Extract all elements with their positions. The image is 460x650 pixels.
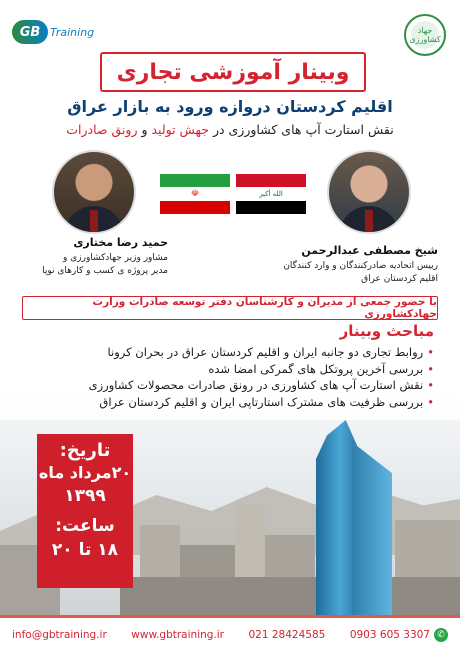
email-link[interactable]: info@gbtraining.ir: [12, 629, 107, 641]
speaker-role-line: رییس اتحادیه صادرکنندگان و وارد کنندگان: [283, 261, 438, 271]
mobile-number-group: [350, 628, 448, 642]
building: [120, 577, 460, 615]
topic-text: بررسی ظرفیت های مشترک استارتاپی ایران و اقلیم کردستان عراق: [99, 394, 424, 409]
flag-stripe-red: [160, 201, 230, 214]
list-item: [34, 344, 434, 361]
speaker-name-mokhtari: حمید رضا مختاری: [73, 236, 168, 249]
topic-text: روابط تجاری دو جانبه ایران و اقلیم کردستان عراق در بحران کرونا: [107, 345, 424, 359]
speaker-role-mokhtari: [16, 252, 168, 278]
contact-line: [12, 628, 448, 642]
list-item: [34, 377, 434, 394]
date-day: ۲۰مرداد ماه: [38, 463, 132, 482]
speaker-tie: [365, 210, 373, 232]
mobile-number: 0903 605 3307: [349, 629, 430, 641]
speaker-role-line: مشاور وزیر جهادکشاورزی و: [63, 253, 168, 263]
speaker-role-line: مدیر پروژه ی کسب و کارهای نوپا: [42, 266, 168, 276]
flag-stripe-black: [236, 201, 306, 214]
gb-logo-mark: GB: [12, 20, 48, 44]
flag-stripe-red: [236, 174, 306, 187]
tagline-highlight-production: جهش تولید: [151, 122, 209, 137]
subtitle: اقلیم کردستان دروازه ورود به بازار عراق: [67, 97, 393, 116]
time-value: ۱۸ تا ۲۰: [51, 540, 119, 560]
jihad-agriculture-logo: [404, 14, 446, 56]
iran-flag: [160, 174, 230, 214]
speaker-role-abdulrahman: [230, 260, 438, 286]
topic-text: نقش استارت آپ های کشاورزی در رونق صادرات محصولات کشاورزی: [88, 378, 424, 392]
whatsapp-icon: ✆: [434, 628, 448, 642]
topics-heading: مباحث وبینار: [339, 322, 434, 340]
iraq-takbir-script: الله أكبر: [259, 189, 283, 198]
page-title: وبینار آموزشی تجاری: [116, 59, 350, 85]
attendance-banner-text: با حضور جمعی از مدیران و کارشناسان دفتر توسعه صادرات وزارت جهادکشاورزی: [92, 296, 437, 320]
iran-emblem-icon: ☫: [190, 188, 200, 199]
list-item: [34, 394, 434, 411]
flag-stripe-white: [160, 187, 230, 200]
time-label: ساعت:: [55, 516, 115, 536]
date-label: تاریخ:: [59, 440, 111, 461]
bullet-icon: •: [427, 345, 434, 359]
speaker-tie: [90, 210, 98, 232]
list-item: [34, 361, 434, 378]
iraq-flag: [236, 174, 306, 214]
website-link[interactable]: www.gbtraining.ir: [131, 629, 224, 641]
speaker-photo-mokhtari: [52, 150, 136, 234]
topic-text: بررسی آخرین پروتکل های گمرکی امضا شده: [208, 361, 424, 376]
gb-logo-text: Training: [50, 25, 95, 39]
speaker-role-line: اقلیم کردستان عراق: [361, 274, 438, 284]
bullet-icon: •: [427, 378, 434, 392]
tagline-highlight-export: رونق صادرات: [66, 122, 138, 137]
bullet-icon: •: [427, 361, 434, 376]
bullet-icon: •: [427, 394, 434, 409]
jihad-logo-text: جهاد کشاورزی: [411, 21, 439, 49]
title-box: [100, 52, 366, 92]
flag-stripe-white: [236, 187, 306, 200]
attendance-banner: [22, 296, 438, 320]
speaker-name-abdulrahman: شیخ مصطفی عبدالرحمن: [301, 244, 438, 257]
speaker-photo-abdulrahman: [327, 150, 411, 234]
tagline: [20, 122, 440, 137]
contact-footer: [0, 615, 460, 650]
topics-list: [34, 344, 434, 410]
schedule-box: [37, 434, 133, 588]
flag-stripe-green: [160, 174, 230, 187]
date-year: ۱۳۹۹: [64, 486, 106, 506]
gb-training-logo: [12, 20, 94, 44]
tagline-part2: و: [137, 122, 152, 137]
phone-number: 021 28424585: [248, 629, 326, 641]
tagline-part1: نقش استارت آپ های کشاورزی در: [208, 122, 394, 137]
